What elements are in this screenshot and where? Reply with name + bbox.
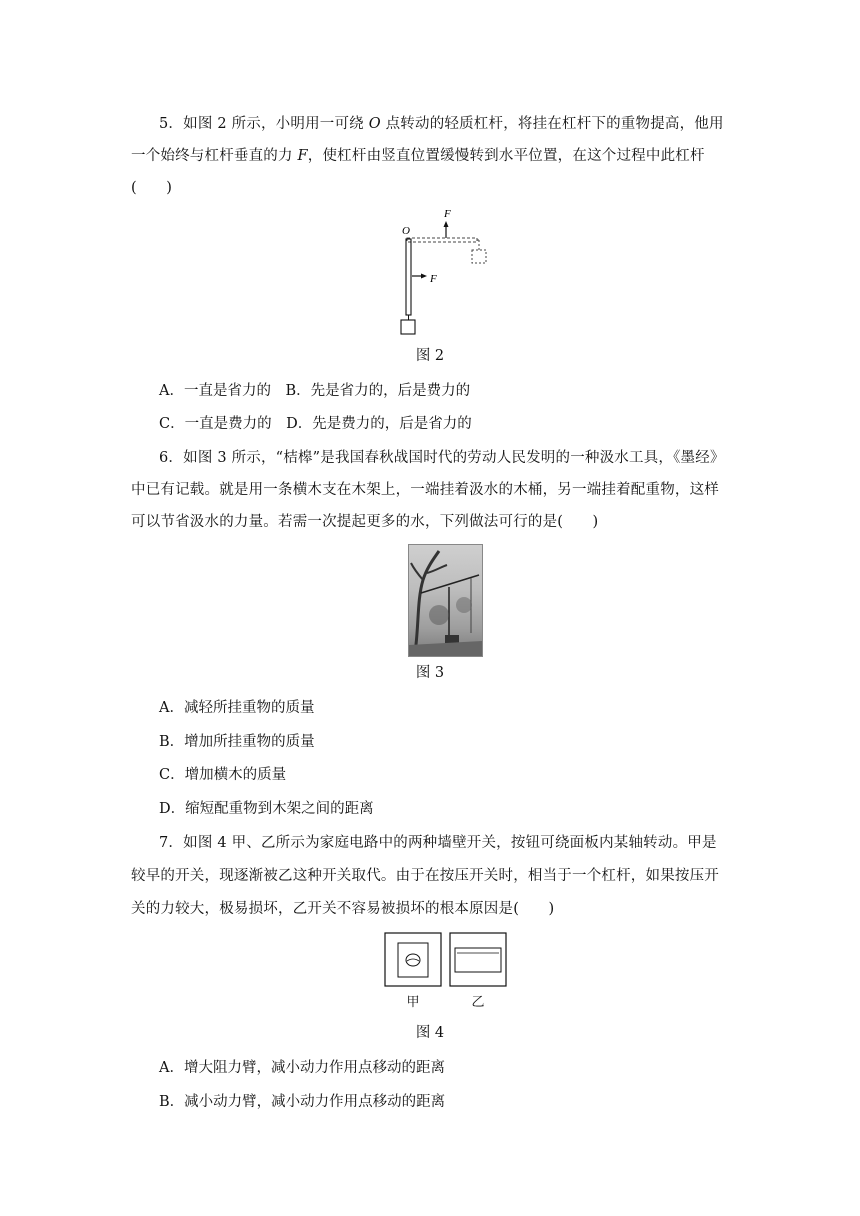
q6-text-line-3: 可以节省汲水的力量。若需一次提起更多的水，下列做法可行的是( ) — [131, 514, 599, 530]
figure-3-caption: 图 3 — [415, 665, 445, 681]
wall-switches-diagram — [384, 932, 508, 988]
q5-answer-bracket: ( ) — [131, 180, 173, 196]
q6-option-c: C．增加横木的质量 — [159, 767, 287, 783]
q7-option-b: B．减小动力臂，减小动力作用点移动的距离 — [159, 1094, 446, 1110]
fig-f-label-right: F — [430, 273, 437, 285]
figure-4-caption: 图 4 — [415, 1025, 445, 1041]
q6-option-d: D．缩短配重物到木架之间的距离 — [159, 801, 374, 817]
force-f-label: F — [297, 148, 308, 164]
switch-yi-label: 乙 — [471, 995, 485, 1010]
q5-text: 一个始终与杠杆垂直的力 — [131, 148, 298, 164]
jiegao-illustration — [408, 544, 483, 657]
q5-text: 点转动的轻质杠杆，将挂在杠杆下的重物提高，他用 — [380, 116, 724, 132]
q5-text: ，使杠杆由竖直位置缓慢转到水平位置，在这个过程中此杠杆 — [307, 148, 705, 164]
fig-f-label-top: F — [444, 208, 451, 220]
switch-jia-label: 甲 — [406, 995, 420, 1010]
q7-option-a: A．增大阻力臂，减小动力作用点移动的距离 — [159, 1060, 445, 1076]
q5-text-line-2 — [131, 146, 731, 166]
q6-option-b: B．增加所挂重物的质量 — [159, 734, 315, 750]
point-o-label: O — [368, 116, 381, 132]
q7-text-line-3: 关的力较大，极易损坏，乙开关不容易被损坏的根本原因是( ) — [131, 901, 555, 917]
q7-text-line-2: 较早的开关，现逐渐被乙这种开关取代。由于在按压开关时，相当于一个杠杆，如果按压开 — [131, 868, 719, 884]
q5-options-line-2: C．一直是费力的 D．先是费力的，后是省力的 — [159, 416, 472, 432]
lever-diagram — [392, 202, 502, 338]
q6-text-line-2: 中已有记载。就是用一条横木支在木架上，一端挂着汲水的木桶，另一端挂着配重物，这样 — [131, 482, 719, 498]
fig-o-label: O — [402, 225, 410, 237]
q7-text-line-1: 7．如图 4 甲、乙所示为家庭电路中的两种墙壁开关，按钮可绕面板内某轴转动。甲是 — [159, 835, 717, 851]
q5-options-line-1: A．一直是省力的 B．先是省力的，后是费力的 — [159, 383, 471, 399]
q6-option-a: A．减轻所挂重物的质量 — [159, 700, 315, 716]
figure-2-caption: 图 2 — [415, 348, 445, 364]
q6-text-line-1: 6．如图 3 所示，“桔槔”是我国春秋战国时代的劳动人民发明的一种汲水工具，《墨经》 — [159, 450, 725, 466]
q5-text-line-1 — [159, 114, 759, 134]
q5-text: 5．如图 2 所示，小明用一可绕 — [159, 116, 369, 132]
